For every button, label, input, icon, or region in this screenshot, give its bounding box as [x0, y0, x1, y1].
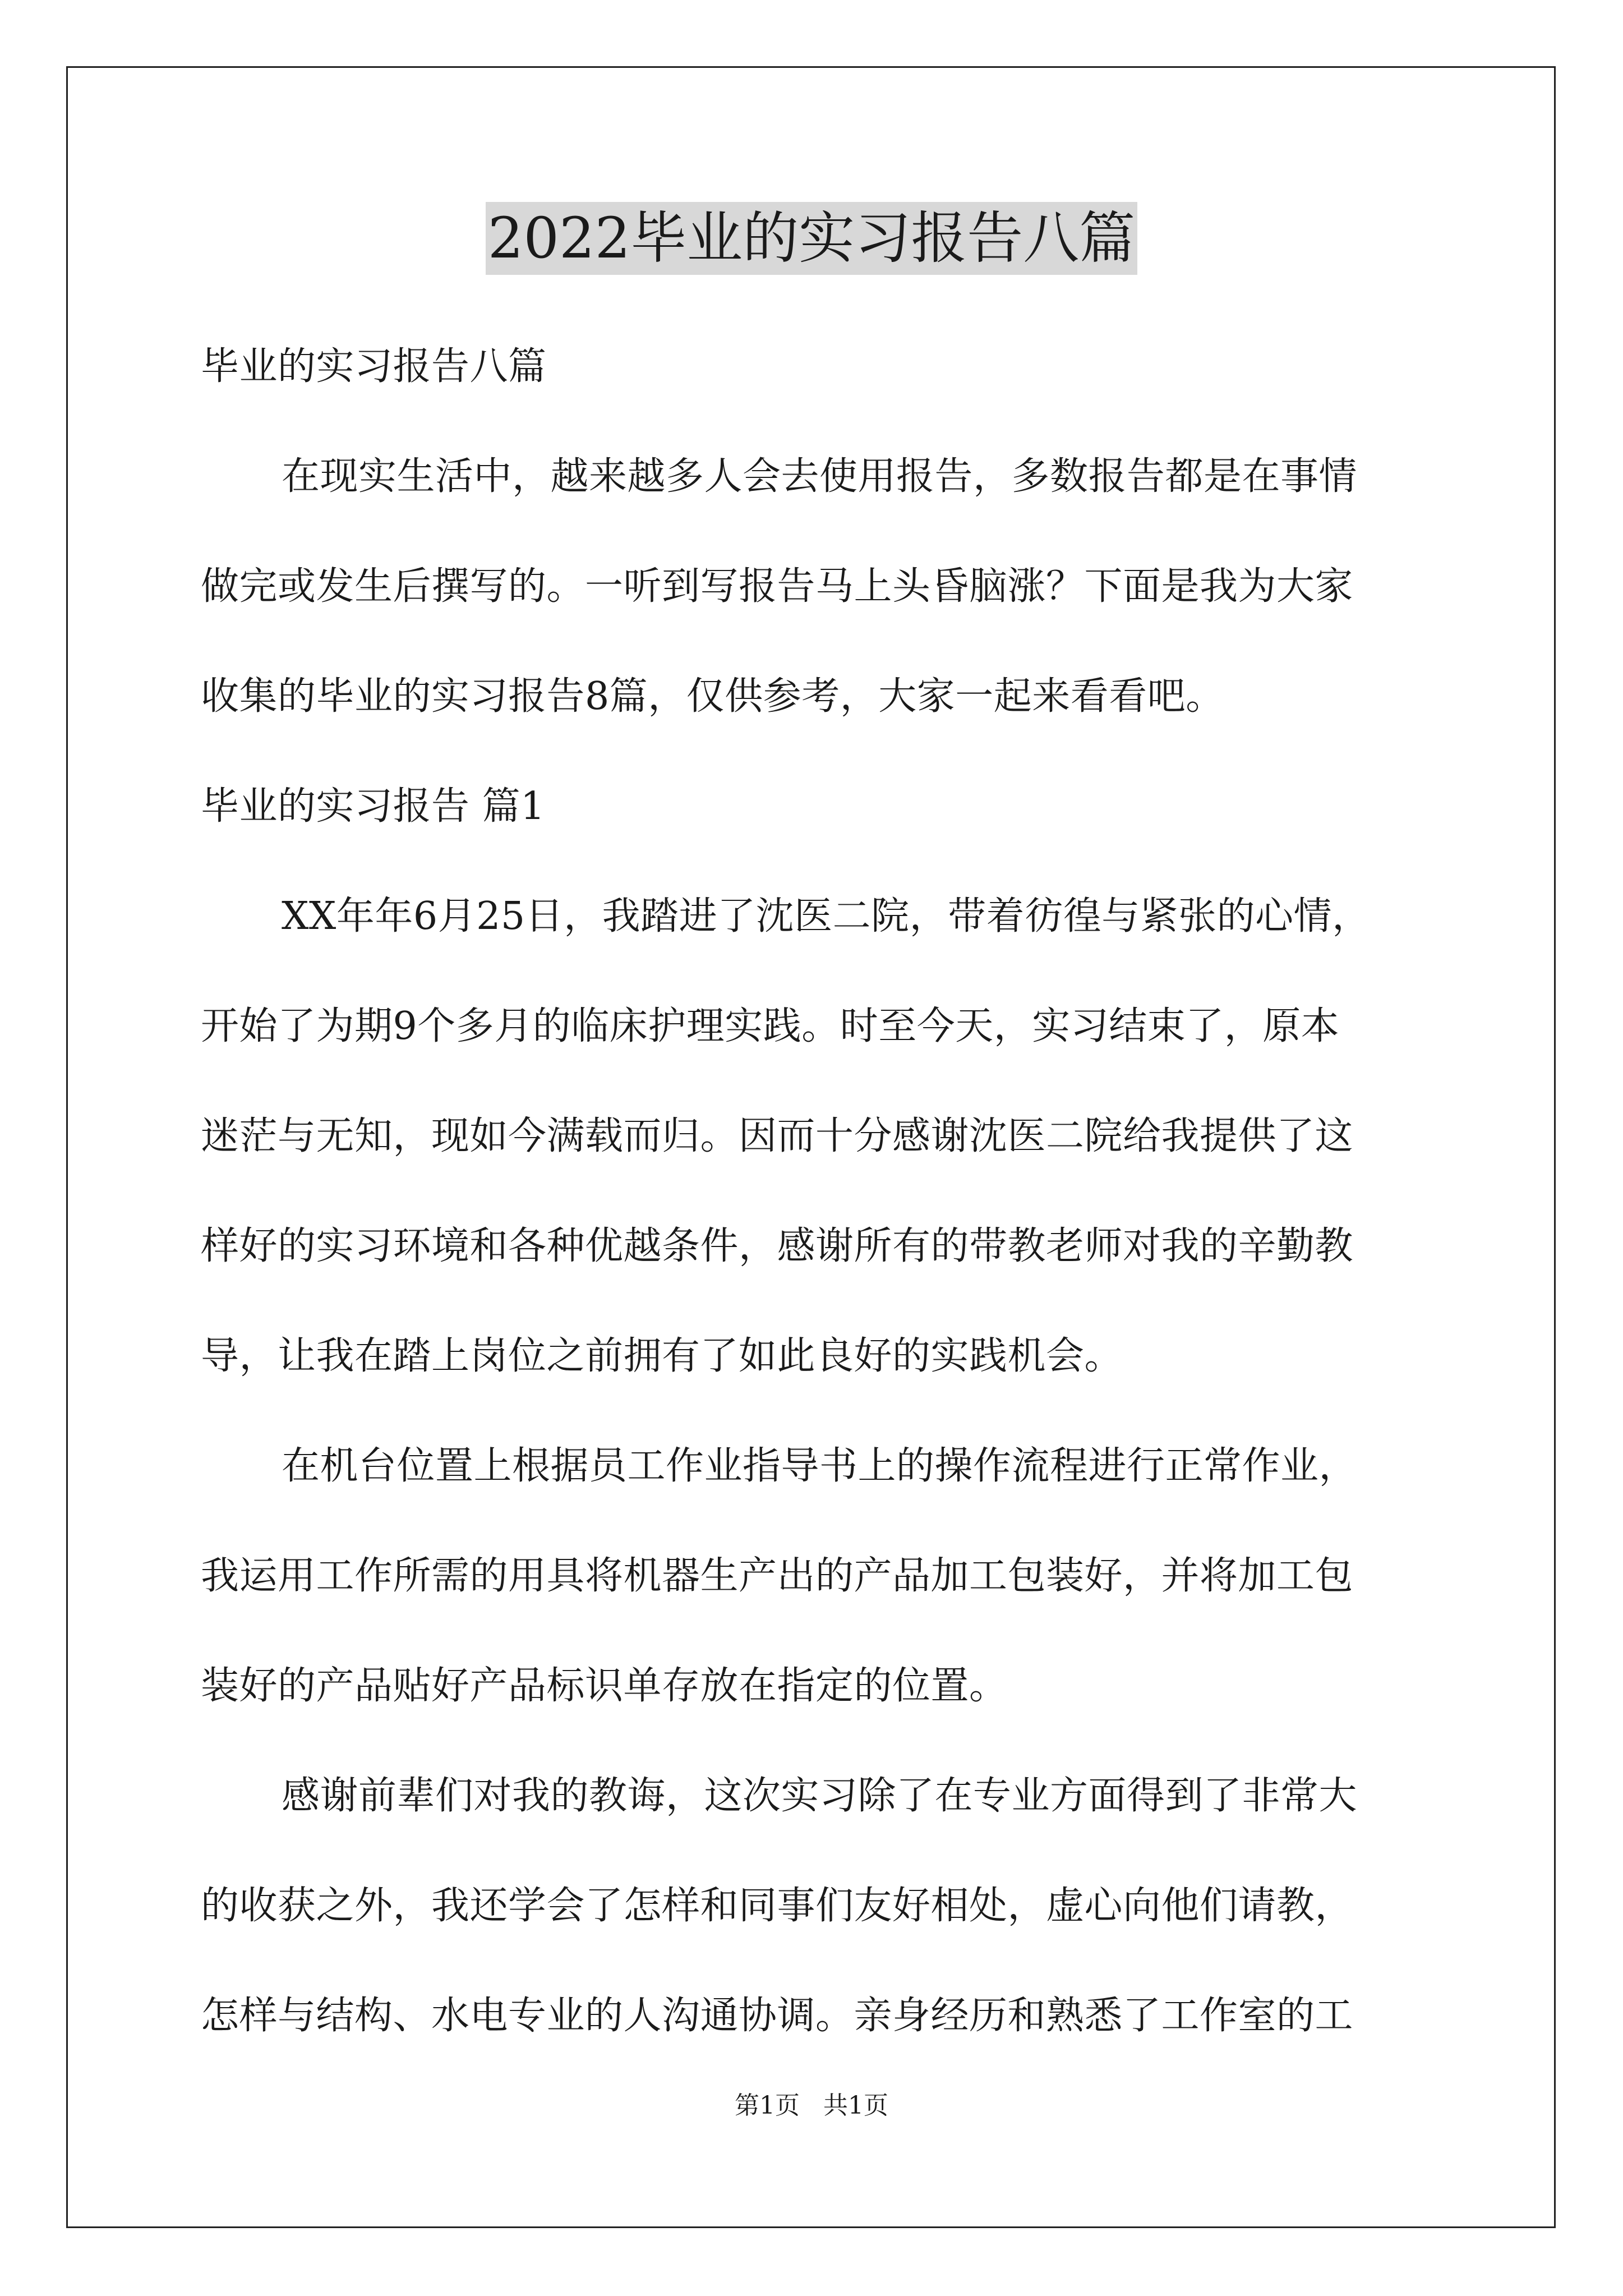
body-line: 做完或发生后撰写的。一听到写报告马上头昏脑涨？下面是我为大家 — [201, 564, 1354, 609]
page-footer — [0, 2089, 1623, 2123]
document-body — [201, 312, 1435, 2071]
body-line: 样好的实习环境和各种优越条件，感谢所有的带教老师对我的辛勤教 — [201, 1224, 1354, 1268]
body-line: 的收获之外，我还学会了怎样和同事们友好相处，虚心向他们请教， — [201, 1884, 1354, 1928]
document-title: 2022毕业的实习报告八篇 — [486, 202, 1138, 275]
body-line: 开始了为期9个多月的临床护理实践。时至今天，实习结束了，原本 — [201, 1004, 1340, 1048]
page-total: 共1页 — [823, 2091, 888, 2120]
body-line: 感谢前辈们对我的教诲，这次实习除了在专业方面得到了非常大 — [282, 1774, 1358, 1818]
body-line: 怎样与结构、水电专业的人沟通协调。亲身经历和熟悉了工作室的工 — [201, 1994, 1354, 2038]
body-line: 在机台位置上根据员工作业指导书上的操作流程进行正常作业， — [282, 1444, 1358, 1488]
body-line: 装好的产品贴好产品标识单存放在指定的位置。 — [201, 1664, 1008, 1708]
page-number: 第1页 — [735, 2091, 800, 2120]
section-heading: 毕业的实习报告 篇1 — [201, 784, 545, 829]
body-line: XX年年6月25日，我踏进了沈医二院，带着彷徨与紧张的心情， — [282, 894, 1371, 938]
body-line: 毕业的实习报告八篇 — [201, 344, 547, 389]
body-line: 我运用工作所需的用具将机器生产出的产品加工包装好，并将加工包 — [201, 1554, 1354, 1598]
body-line: 迷茫与无知，现如今满载而归。因而十分感谢沈医二院给我提供了这 — [201, 1114, 1354, 1158]
body-line: 在现实生活中，越来越多人会去使用报告，多数报告都是在事情 — [282, 454, 1358, 499]
body-line: 导，让我在踏上岗位之前拥有了如此良好的实践机会。 — [201, 1334, 1123, 1378]
body-line: 收集的毕业的实习报告8篇，仅供参考，大家一起来看看吧。 — [201, 674, 1224, 719]
title-container — [0, 202, 1623, 275]
